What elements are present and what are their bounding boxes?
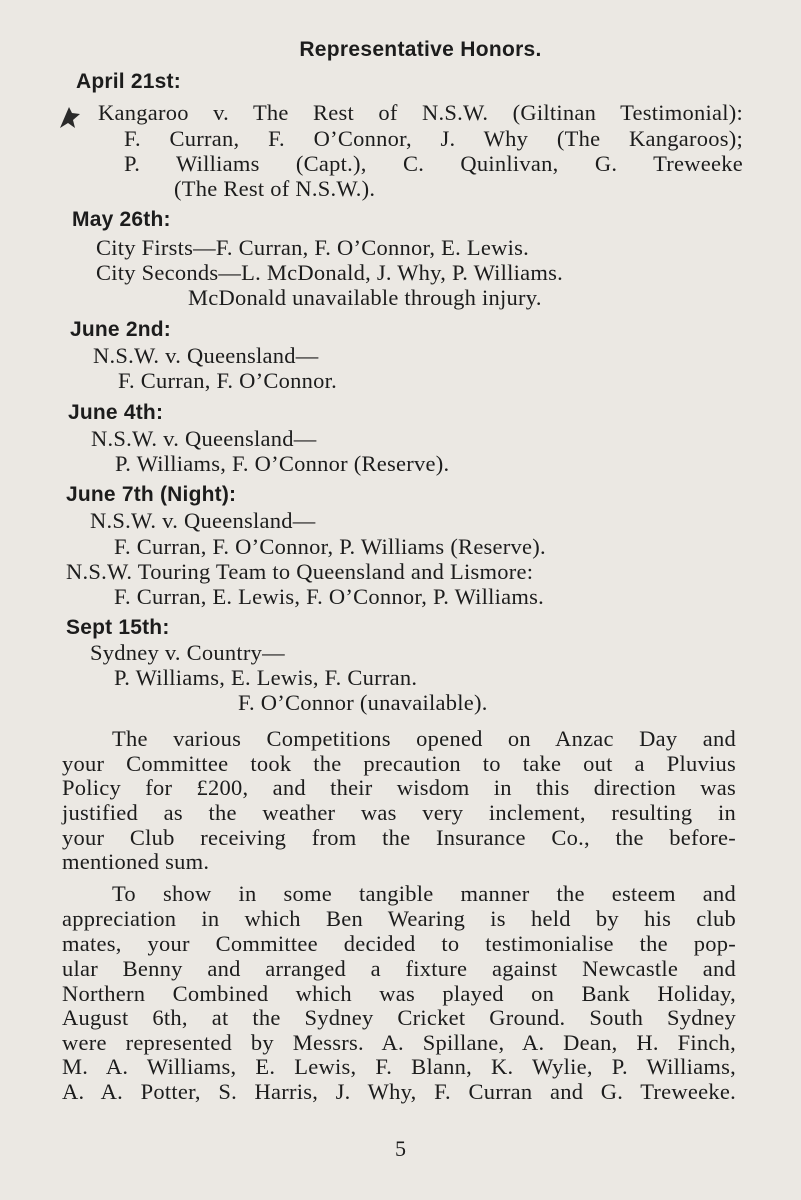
paragraph-line: ular Benny and arranged a fixture against Newcastle and [62,956,736,981]
section-date-may-26: May 26th: [72,208,171,231]
section-line: P. Williams, F. O’Connor (Reserve). [115,451,450,476]
paragraph-line: August 6th, at the Sydney Cricket Ground. South Sydney [62,1005,736,1030]
pencil-tick-mark-icon [58,104,82,130]
section-line: City Firsts—F. Curran, F. O’Connor, E. Lewis. [96,235,530,260]
section-date-april-21: April 21st: [76,70,181,93]
paragraph-line: mates, your Committee decided to testimonialise the pop- [62,931,736,956]
page-number: 5 [395,1136,406,1161]
paragraph-line: Northern Combined which was played on Bank Holiday, [62,981,736,1006]
section-date-june-2: June 2nd: [70,318,171,341]
section-date-june-7: June 7th (Night): [66,483,237,506]
paragraph-line: To show in some tangible manner the esteem and [112,881,736,906]
section-line: P. Williams (Capt.), C. Quinlivan, G. Treweeke [124,151,743,176]
paragraph-line: appreciation in which Ben Wearing is held by his club [62,906,736,931]
paragraph-line: The various Competitions opened on Anzac Day and [112,726,736,751]
section-line: McDonald unavailable through injury. [188,285,542,310]
paragraph-line: A. A. Potter, S. Harris, J. Why, F. Curran and G. Treweeke. [62,1079,736,1104]
paragraph-line: justified as the weather was very inclement, resulting in [62,800,736,825]
section-line: N.S.W. v. Queensland— [91,426,317,451]
section-date-sept-15: Sept 15th: [66,616,170,639]
paragraph-line: Policy for £200, and their wisdom in this direction was [62,775,736,800]
section-line: City Seconds—L. McDonald, J. Why, P. Williams. [96,260,564,285]
section-line: F. Curran, F. O’Connor, J. Why (The Kangaroos); [124,126,743,151]
section-line: Kangaroo v. The Rest of N.S.W. (Giltinan Testimonial): [98,100,743,125]
section-line: N.S.W. v. Queensland— [93,343,319,368]
section-line: F. Curran, F. O’Connor. [118,368,338,393]
section-line: N.S.W. Touring Team to Queensland and Lismore: [66,559,534,584]
section-line: F. Curran, E. Lewis, F. O’Connor, P. Williams. [114,584,545,609]
section-line: N.S.W. v. Queensland— [90,508,316,533]
paragraph-line: your Committee took the precaution to take out a Pluvius [62,751,736,776]
section-date-june-4: June 4th: [68,401,164,424]
section-line: (The Rest of N.S.W.). [174,176,376,201]
paragraph-line: were represented by Messrs. A. Spillane, A. Dean, H. Finch, [62,1030,736,1055]
section-line: F. O’Connor (unavailable). [238,690,488,715]
section-line: F. Curran, F. O’Connor, P. Williams (Reserve). [114,534,546,559]
page-title: Representative Honors. [299,38,542,61]
paragraph-line: your Club receiving from the Insurance Co., the before- [62,825,736,850]
section-line: P. Williams, E. Lewis, F. Curran. [114,665,418,690]
paragraph-line: M. A. Williams, E. Lewis, F. Blann, K. Wylie, P. Williams, [62,1054,736,1079]
paragraph-line: mentioned sum. [62,849,210,874]
section-line: Sydney v. Country— [90,640,285,665]
